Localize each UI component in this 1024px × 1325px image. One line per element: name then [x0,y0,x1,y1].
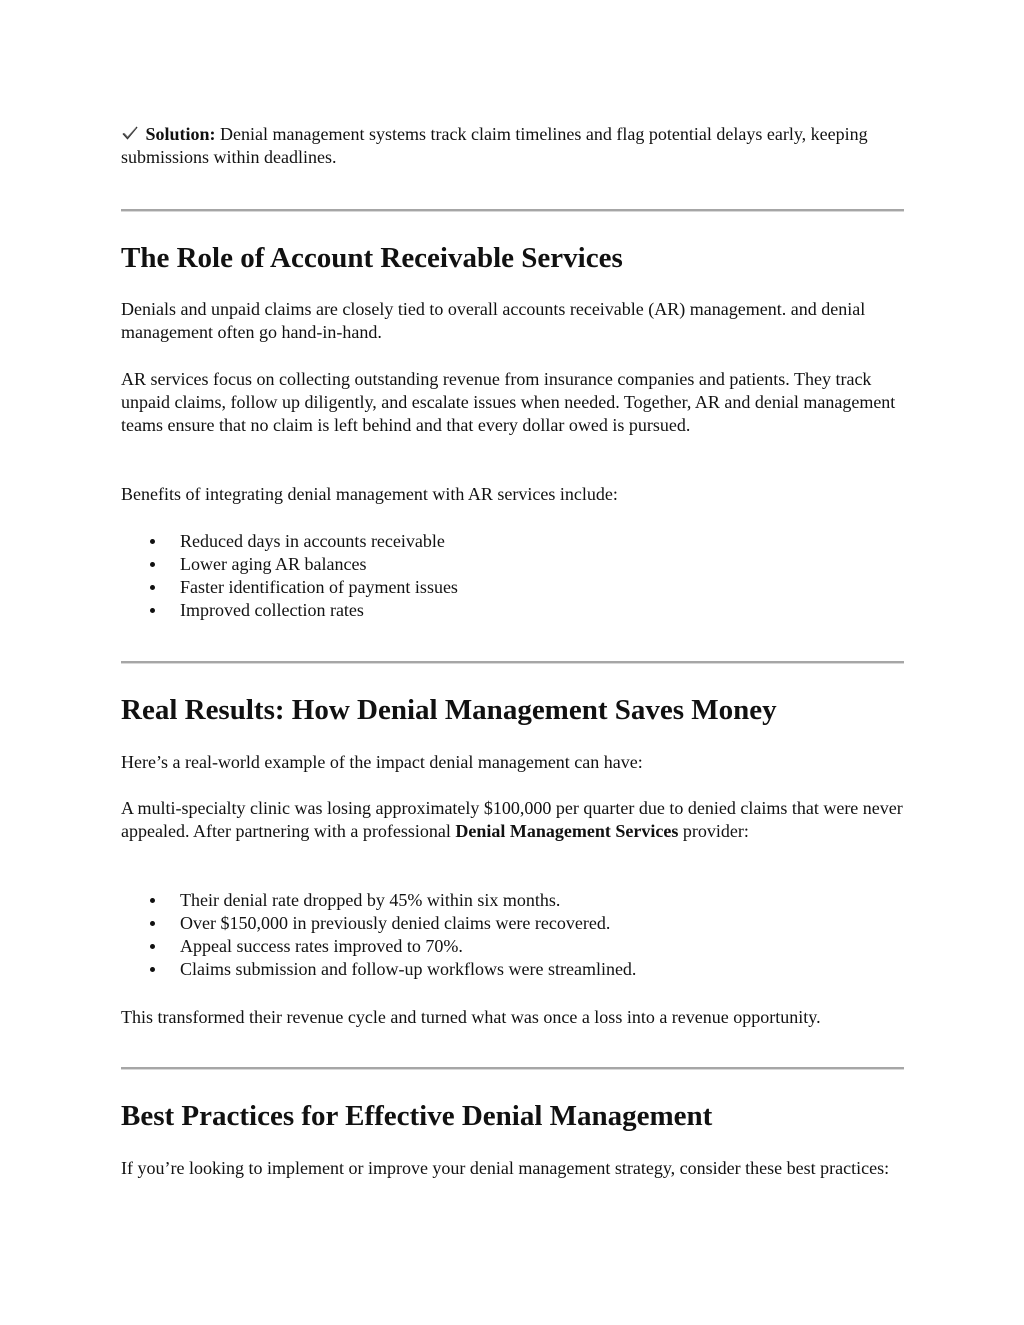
heading-real-results: Real Results: How Denial Management Saves Money [121,694,777,726]
list-item [121,958,904,981]
results-paragraph-3: This transformed their revenue cycle and turned what was once a loss into a revenue opportunity. [121,1007,821,1027]
divider [121,1067,904,1070]
denial-management-services-text: Denial Management Services [455,821,679,841]
list-item-text: Lower aging AR balances [180,554,367,574]
list-item-text: Over $150,000 in previously denied claims were recovered. [180,913,611,933]
ar-paragraph-2: AR services focus on collecting outstanding revenue from insurance companies and patients. They track unpaid claims, follow up diligently, and escalate issues when needed. Together, AR and denial management teams ensure that no claim is left behind and that every dollar owed is pursued. [121,369,896,435]
bullet-icon [150,608,155,613]
list-item-text: Improved collection rates [180,600,364,620]
bullet-icon [150,898,155,903]
list-item [121,599,904,622]
bullet-icon [150,921,155,926]
results-p2-text: A multi-specialty clinic was losing approximately $100,000 per quarter due to denied claims that were never appealed. After partnering with a professional [121,798,903,841]
solution-text: Denial management systems track claim timelines and flag potential delays early, keeping submissions within deadlines. [121,124,868,167]
ar-paragraph-3: Benefits of integrating denial management with AR services include: [121,484,618,504]
list-item [121,912,904,935]
list-item-text: Claims submission and follow-up workflows were streamlined. [180,959,637,979]
bullet-icon [150,967,155,972]
results-p2-suffix: provider: [678,821,749,841]
bullet-icon [150,585,155,590]
heading-ar-services: The Role of Account Receivable Services [121,242,623,274]
list-item-text: Appeal success rates improved to 70%. [180,936,463,956]
bullet-icon [150,944,155,949]
heading-best-practices: Best Practices for Effective Denial Management [121,1100,713,1132]
solution-label: Solution: [145,124,216,144]
ar-benefits-list [121,530,904,622]
list-item [121,553,904,576]
results-list [121,889,904,981]
solution-paragraph [121,123,904,169]
list-item-text: Faster identification of payment issues [180,577,458,597]
divider [121,661,904,664]
list-item-text: Their denial rate dropped by 45% within six months. [180,890,561,910]
list-item [121,576,904,599]
check-mark-icon [121,124,141,142]
results-paragraph-2 [121,797,904,843]
results-paragraph-1: Here’s a real-world example of the impact denial management can have: [121,752,643,772]
list-item [121,530,904,553]
list-item [121,935,904,958]
bullet-icon [150,539,155,544]
divider [121,209,904,212]
bullet-icon [150,562,155,567]
list-item-text: Reduced days in accounts receivable [180,531,445,551]
ar-paragraph-1: Denials and unpaid claims are closely tied to overall accounts receivable (AR) management. and denial management often go hand-in-hand. [121,299,866,342]
list-item [121,889,904,912]
best-practices-paragraph: If you’re looking to implement or improve your denial management strategy, consider these best practices: [121,1158,890,1178]
